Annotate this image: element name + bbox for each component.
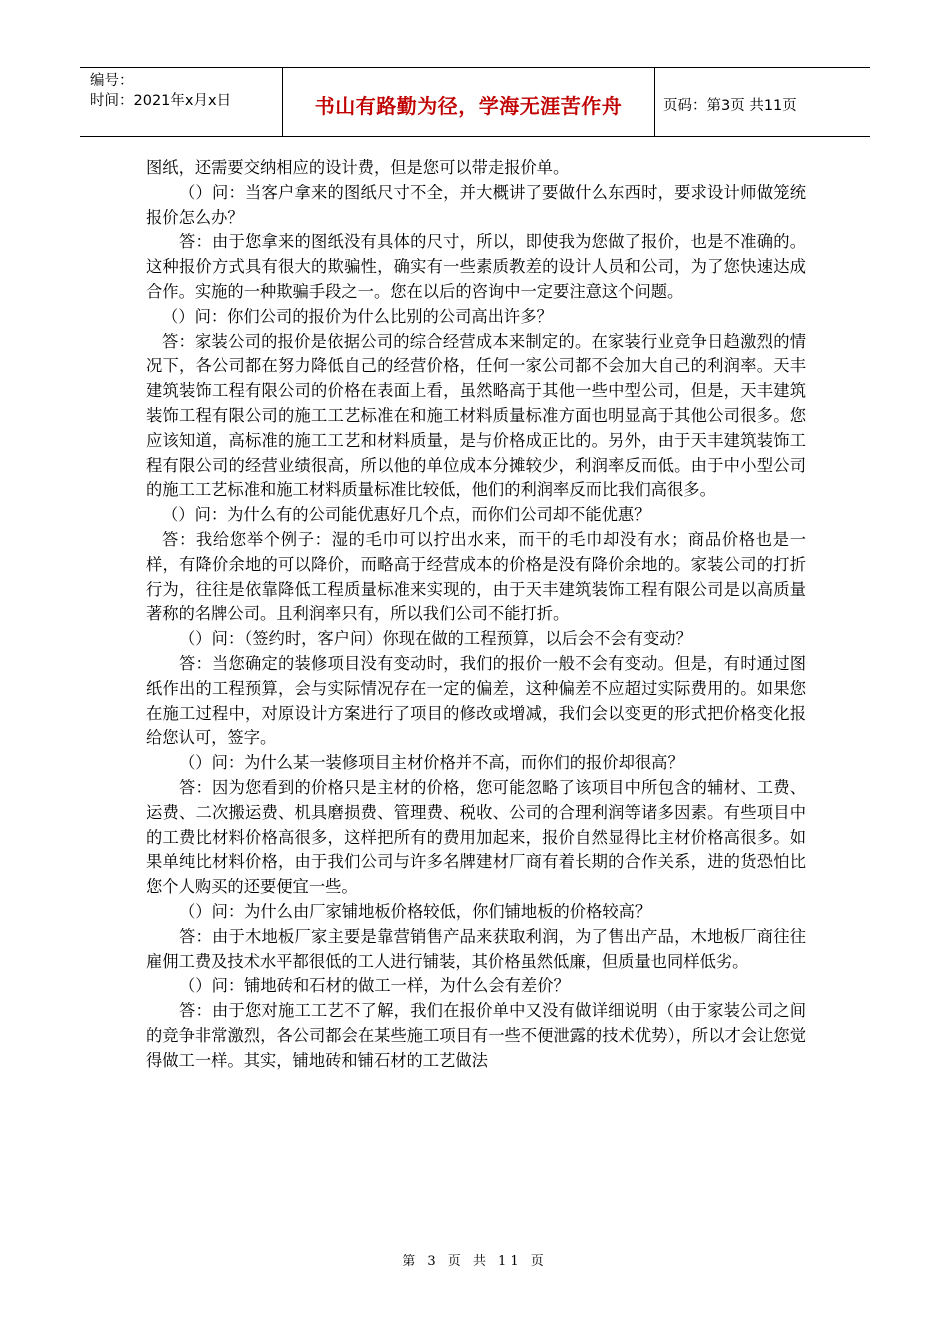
body-paragraph: （）问：你们公司的报价为什么比别的公司高出许多？: [162, 306, 553, 326]
body-paragraph: （）问：为什么有的公司能优惠好几个点，而你们公司却不能优惠？: [162, 505, 651, 525]
header-page-info: 页码：第3页 共11页: [663, 97, 797, 114]
body-paragraph: 图纸，还需要交纳相应的设计费，但是您可以带走报价单。: [146, 158, 570, 177]
body-paragraph: 答：由于您对施工工艺不了解，我们在报价单中又没有做详细说明（由于家装公司之间的竞争非常激烈，各公司都会在某些施工项目有一些不便泄露的技术优势），所以才会让您觉得做工一样。其实，铺地砖和铺石材的工艺做法: [146, 1001, 806, 1070]
header-left-cell: [80, 68, 283, 136]
body-paragraph: 答：我给您举个例子：湿的毛巾可以拧出水来，而干的毛巾却没有水；商品价格也是一样，有降价余地的可以降价，而略高于经营成本的价格是没有降价余地的。家装公司的打折行为，往往是依靠降低工程质量标准来实现的，由于天丰建筑装饰工程有限公司是以高质量著称的名牌公司。且利润率只有，所以我们公司不能打折。: [146, 529, 806, 624]
page-footer: 第 3 页 共 11 页: [402, 1254, 548, 1269]
document-body: [146, 156, 806, 1073]
document-number-label: 编号：: [90, 73, 134, 89]
page-header: [80, 67, 870, 137]
body-paragraph: 答：家装公司的报价是依据公司的综合经营成本来制定的。在家装行业竞争日趋激烈的情况下，各公司都在努力降低自己的经营价格，任何一家公司都不会加大自己的利润率。天丰建筑装饰工程有限公司的价格在表面上看，虽然略高于其他一些中型公司，但是，天丰建筑装饰工程有限公司的施工工艺标准在和施工材料质量标准方面也明显高于其他公司很多。您应该知道，高标准的施工工艺和材料质量，是与价格成正比的。另外，由于天丰建筑装饰工程有限公司的经营业绩很高，所以他的单位成本分摊较少，利润率反而低。由于中小型公司的施工工艺标准和施工材料质量标准比较低，他们的利润率反而比我们高很多。: [146, 331, 806, 500]
body-paragraph: （）问：当客户拿来的图纸尺寸不全，并大概讲了要做什么东西时，要求设计师做笼统报价怎么办？: [146, 182, 806, 227]
document-time-label: 时间：2021年x月x日: [90, 93, 232, 109]
body-paragraph: （）问：（签约时，客户问）你现在做的工程预算，以后会不会有变动？: [179, 629, 692, 649]
body-paragraph: （）问：为什么某一装修项目主材价格并不高，而你们的报价却很高？: [179, 753, 684, 773]
header-motto: 书山有路勤为径，学海无涯苦作舟: [283, 68, 655, 136]
body-paragraph: 答：由于您拿来的图纸没有具体的尺寸，所以，即使我为您做了报价，也是不准确的。这种报价方式具有很大的欺骗性，确实有一些素质教差的设计人员和公司，为了您快速达成合作。实施的一种欺骗手段之一。您在以后的咨询中一定要注意这个问题。: [146, 232, 806, 301]
body-paragraph: （）问：为什么由厂家铺地板价格较低，你们铺地板的价格较高？: [179, 901, 652, 921]
body-paragraph: （）问：铺地砖和石材的做工一样，为什么会有差价？: [179, 976, 570, 996]
body-paragraph: 答：因为您看到的价格只是主材的价格，您可能忽略了该项目中所包含的辅材、工费、运费、二次搬运费、机具磨损费、管理费、税收、公司的合理利润等诸多因素。有些项目中的工费比材料价格高很多，这样把所有的费用加起来，报价自然显得比主材价格高很多。如果单纯比材料价格，由于我们公司与许多名牌建材厂商有着长期的合作关系，进的货恐怕比您个人购买的还要便宜一些。: [146, 777, 806, 897]
body-paragraph: 答：由于木地板厂家主要是靠营销售产品来获取利润，为了售出产品，木地板厂商往往雇佣工费及技术水平都很低的工人进行铺装，其价格虽然低廉，但质量也同样低劣。: [146, 926, 806, 971]
body-paragraph: 答：当您确定的装修项目没有变动时，我们的报价一般不会有变动。但是，有时通过图纸作出的工程预算，会与实际情况存在一定的偏差，这种偏差不应超过实际费用的。如果您在施工过程中，对原设计方案进行了项目的修改或增减，我们会以变更的形式把价格变化报给您认可，签字。: [146, 653, 806, 748]
